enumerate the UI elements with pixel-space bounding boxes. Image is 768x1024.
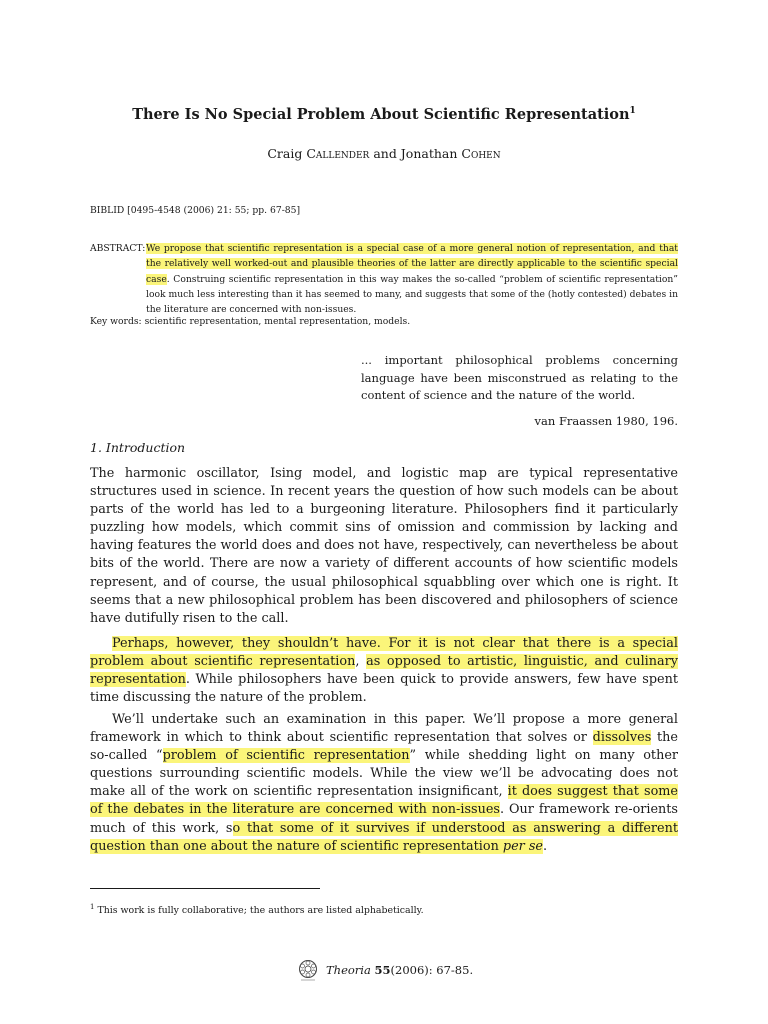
author-surname-cohen: Cohen	[461, 146, 501, 161]
intro-paragraph-2: Perhaps, however, they shouldn’t have. For it is not clear that there is a special problem about scientific representation, as opposed to artistic, linguistic, and culinary representation. While philosophers have been quick to provide answers, few have spent time discussing the nature of the problem.	[90, 636, 678, 706]
highlight: problem of scientific representation	[162, 748, 410, 764]
highlight-italic: per se	[502, 838, 543, 854]
intro-paragraph-1: The harmonic oscillator, Ising model, and logistic map are typical representative structures used in science. In recent years the question of how such models can be about parts of the world has led to a burgeoning literature. Philosophers find it particularly puzzling how models, which commit sins of omission and commission by lacking and having features the world does and does not have, respectively, can nevertheless be about bits of the world. There are now a variety of different accounts of how scientific models represent, and of course, the usual philosophical squabbling over which one is right. It seems that a new philosophical problem has been discovered and philosophers of science have dutifully risen to the call.	[90, 466, 678, 626]
page-footer	[296, 958, 473, 982]
journal-name: Theoria	[326, 963, 371, 977]
biblid-line: BIBLID [0495-4548 (2006) 21: 55; pp. 67-85]	[90, 205, 301, 216]
section-heading: 1. Introduction	[90, 440, 186, 455]
footnote-rule	[90, 888, 320, 889]
highlight: o that some of it survives if understood as answering a different question than one about the nature of scientific representation	[90, 820, 678, 854]
author-surname-callender: Callender	[306, 146, 370, 161]
abstract	[90, 241, 678, 317]
highlight: Perhaps, however, they shouldn’t have. For it is not clear that there is a special problem about scientific representation	[90, 636, 678, 670]
epigraph-source: van Fraassen 1980, 196.	[534, 414, 678, 428]
title-footnote-mark: 1	[629, 106, 636, 117]
abstract-body: We propose that scientific representation is a special case of a more general notion of representation, and that the relatively well worked-out and plausible theories of the latter are directly applicable to the scientific special case. Construing scientific representation in this way makes the so-called “problem of scientific representation” look much less interesting than it has seemed to many, and suggests that some of the (hotly contested) debates in the literature are concerned with non-issues.	[146, 243, 678, 316]
keywords-line: Key words: scientific representation, mental representation, models.	[90, 316, 411, 327]
epigraph-quote: ... important philosophical problems concerning language have been misconstrued as relating to the content of science and the nature of the world.	[361, 353, 678, 402]
journal-citation: (2006): 67-85.	[390, 963, 474, 977]
author-line: Craig Callender and Jonathan Cohen	[267, 146, 501, 161]
intro-paragraph-3: We’ll undertake such an examination in this paper. We’ll propose a more general framework in which to think about scientific representation that solves or dissolves the so-called “problem of scientific representation” while shedding light on many other questions surrounding scientific models. While the view we’ll be advocating does not make all of the work on scientific representation insignificant, it does suggest that some of the debates in the literature are concerned with non-issues. Our framework re-orients much of this work, so that some of it survives if understood as answering a different question than one about the nature of scientific representation per se.	[90, 712, 679, 854]
abstract-highlight: We propose that scientific representation is a special case of a more general notion of representation, and that the relatively well worked-out and plausible theories of the latter are directly applicable to the scientific special case	[146, 243, 678, 285]
footnote-mark: 1	[90, 903, 95, 911]
journal-volume: 55	[374, 963, 391, 977]
footnote: $^1$ This work is fully collaborative; the authors are listed alphabetically.	[90, 903, 424, 917]
theoria-seal-icon	[296, 959, 320, 981]
highlight: as opposed to artistic, linguistic, and culinary representation	[90, 654, 678, 688]
highlight: dissolves	[592, 730, 652, 746]
highlight: it does suggest that some of the debates in the literature are concerned with non-issues	[90, 784, 678, 818]
abstract-label: ABSTRACT:	[90, 243, 146, 254]
paper-title: There Is No Special Problem About Scientific Representation$^1$	[132, 106, 636, 123]
